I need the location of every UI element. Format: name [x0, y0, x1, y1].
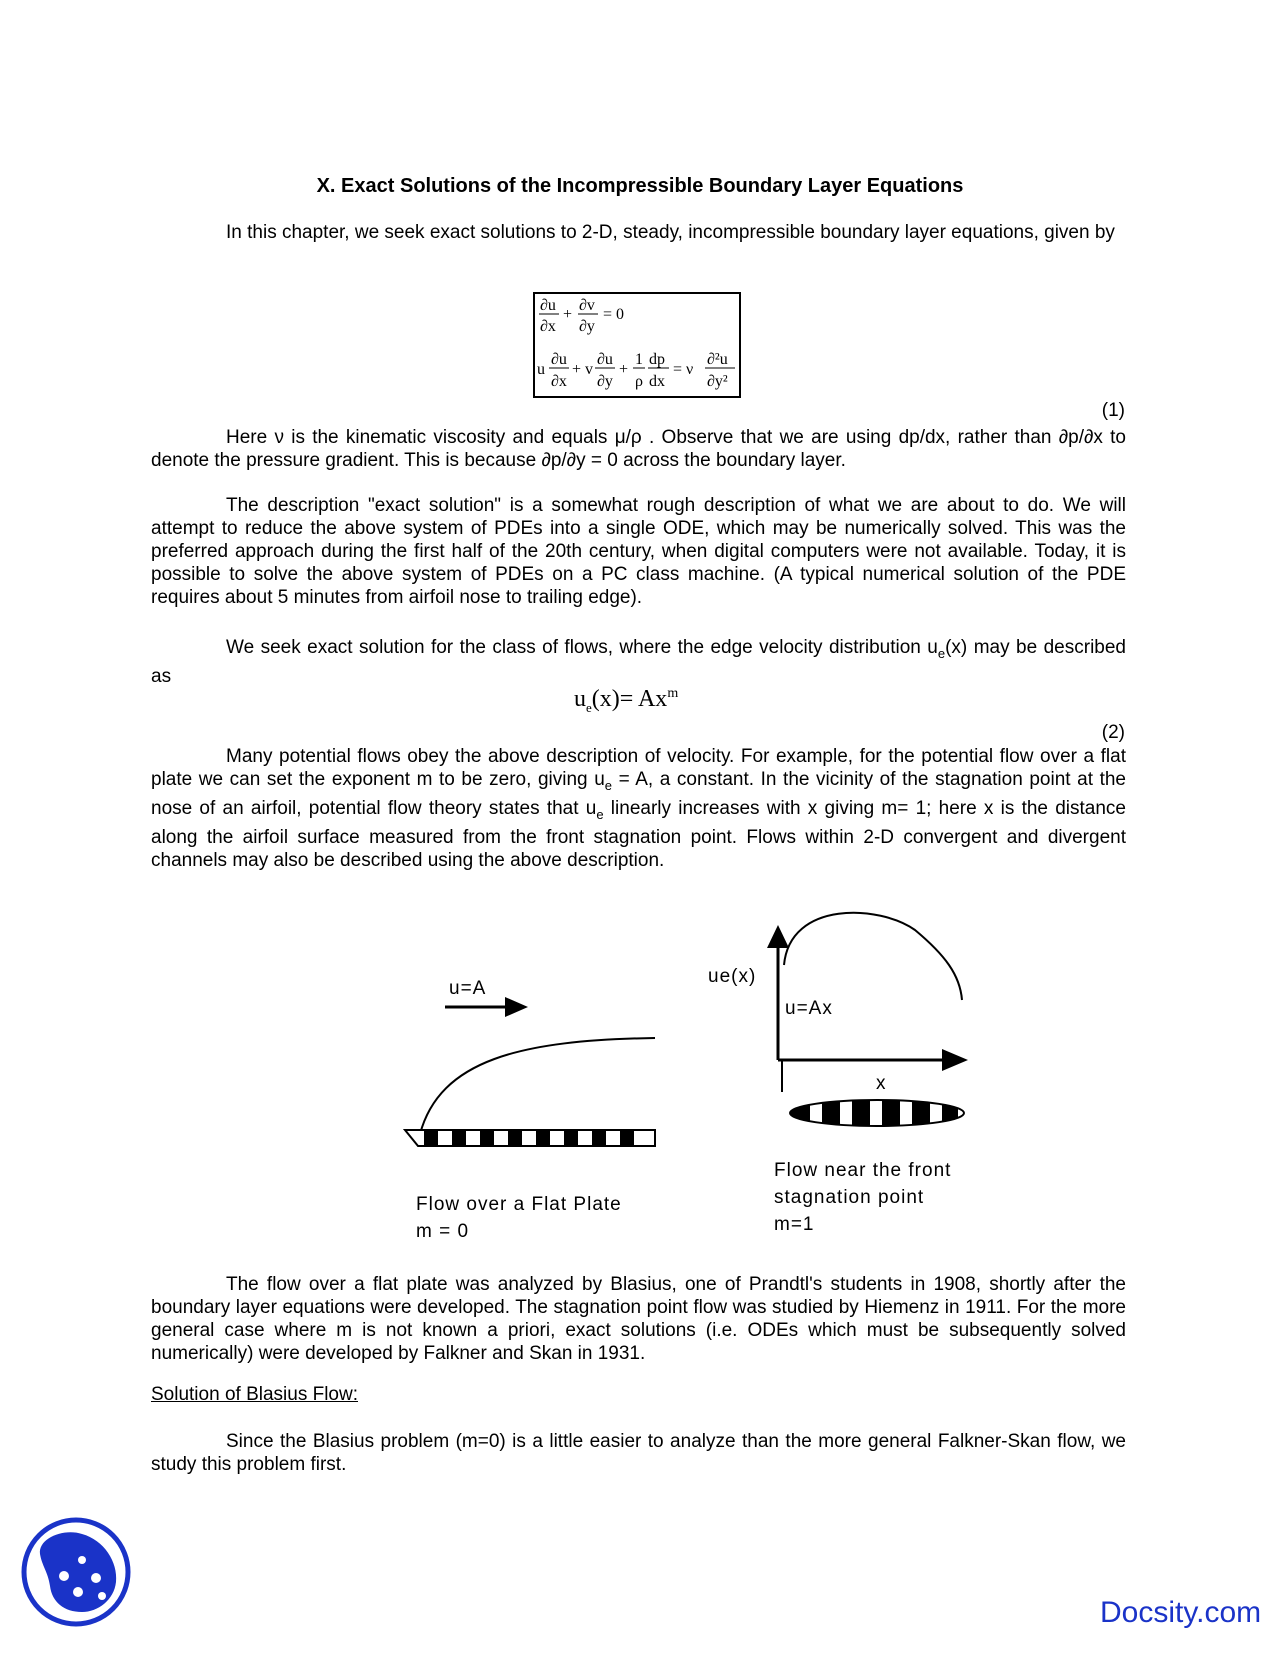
eq1-dx3: dx [649, 373, 665, 390]
velocity-curve [784, 913, 962, 1000]
right-caption-line-3: m=1 [774, 1214, 815, 1235]
docsity-logo-icon [20, 1516, 132, 1628]
potential-sub-1: e [604, 777, 613, 793]
flat-plate [405, 1130, 655, 1146]
eq1-plus2: + [619, 361, 629, 378]
eq2-sup: m [667, 686, 679, 701]
right-x-label: x [876, 1073, 887, 1094]
stagnation-diagram [767, 913, 968, 1128]
exact-solution-paragraph: The description "exact solution" is a somewhat rough description of what we are about to do. We will attempt to reduce the above system of PDEs into a single ODE, which may be numerically solved. This was the preferred approach during the first half of the 20th century, when digital computers were not available. Today, it is possible to solve the above system of PDEs on a PC class machine. (A typical numerical solution of the PDE requires about 5 minutes from airfoil nose to trailing edge). [151, 495, 1126, 608]
eq2-sub: e [586, 699, 592, 715]
eq1-u: u [537, 361, 545, 378]
eq1-du2: ∂u [551, 351, 567, 368]
eq1-dv: ∂v [579, 297, 595, 314]
blasius-section-heading: Solution of Blasius Flow: [151, 1384, 358, 1405]
intro-paragraph: In this chapter, we seek exact solutions to 2-D, steady, incompressible boundary layer equations, given by [226, 222, 1115, 243]
equation-2-number: (2) [1101, 722, 1125, 743]
potential-sub-2: e [596, 806, 604, 822]
flat-plate-diagram [405, 997, 655, 1146]
equation-1-number: (1) [1101, 400, 1125, 421]
right-caption-line-1: Flow near the front [774, 1160, 952, 1181]
eq1-rho: ρ [635, 373, 643, 390]
viscosity-paragraph: Here ν is the kinematic viscosity and equals μ/ρ . Observe that we are using dp/dx, rather than ∂p/∂x to denote the pressure gradient. This is because ∂p/∂y = 0 across the boundary layer. [151, 427, 1126, 471]
eq1-du3: ∂u [597, 351, 613, 368]
right-axis-label: ue(x) [708, 966, 757, 987]
eq1-dy2: ∂y [597, 373, 613, 390]
boundary-layer-curve [420, 1038, 655, 1134]
eq1-eqnu: = ν [673, 361, 694, 378]
right-curve-label: u=Ax [785, 998, 833, 1019]
chapter-title: X. Exact Solutions of the Incompressible Boundary Layer Equations [316, 175, 964, 197]
eq1-dy: ∂y [579, 318, 595, 335]
x-axis-arrow-icon [942, 1049, 968, 1071]
airfoil [790, 1100, 964, 1126]
potential-text-2: = A, a constant. In the vicinity of the stagnation point at the nose of an airfoil, potential flow theory states that u [151, 769, 1126, 819]
left-caption-line-1: Flow over a Flat Plate [416, 1194, 622, 1215]
potential-text-3: linearly increases with x giving m= 1; here x is the distance along the airfoil surface measured from the front stagnation point. Flows within 2-D convergent and divergent channels may also be described using the above description. [151, 797, 1126, 871]
eq1-plus: + [563, 306, 573, 323]
eq1-one: 1 [635, 351, 643, 368]
eq1-dx: ∂x [540, 318, 556, 335]
flow-class-text-2: (x) may be described as [151, 637, 1126, 687]
flow-class-text-1: We seek exact solution for the class of flows, where the edge velocity distribution u [226, 637, 938, 658]
potential-text-1: Many potential flows obey the above description of velocity. For example, for the potential flow over a flat plate we can set the exponent m to be zero, giving u [151, 746, 1126, 790]
flow-class-sub: e [937, 645, 946, 661]
flow-arrow-head [505, 997, 528, 1017]
y-axis-arrow-icon [767, 925, 789, 948]
right-caption-line-2: stagnation point [774, 1187, 925, 1208]
left-flow-label: u=A [449, 978, 487, 999]
left-caption-line-2: m = 0 [416, 1221, 470, 1242]
eq1-d2u: ∂²u [707, 351, 728, 368]
eq1-du: ∂u [540, 297, 556, 314]
eq1-eq0: = 0 [603, 306, 625, 323]
eq2-mid: (x)= Ax [591, 686, 668, 712]
eq1-dx2: ∂x [551, 373, 567, 390]
docsity-watermark-text[interactable]: Docsity.com [1100, 1596, 1262, 1629]
blasius-intro-paragraph: Since the Blasius problem (m=0) is a little easier to analyze than the more general Falkner-Skan flow, we study this problem first. [151, 1431, 1126, 1475]
eq2-u: u [574, 686, 586, 712]
blasius-history-paragraph: The flow over a flat plate was analyzed by Blasius, one of Prandtl's students in 1908, shortly after the boundary layer equations were developed. The stagnation point flow was studied by Hiemenz in 1911. For the more general case where m is not known a priori, exact solutions (i.e. ODEs which must be subsequently solved numerically) were developed by Falkner and Skan in 1931. [151, 1274, 1126, 1364]
eq1-dp: dp [649, 351, 665, 368]
eq1-dy2sq: ∂y² [707, 373, 728, 390]
eq1-plusv: + v [572, 361, 594, 378]
